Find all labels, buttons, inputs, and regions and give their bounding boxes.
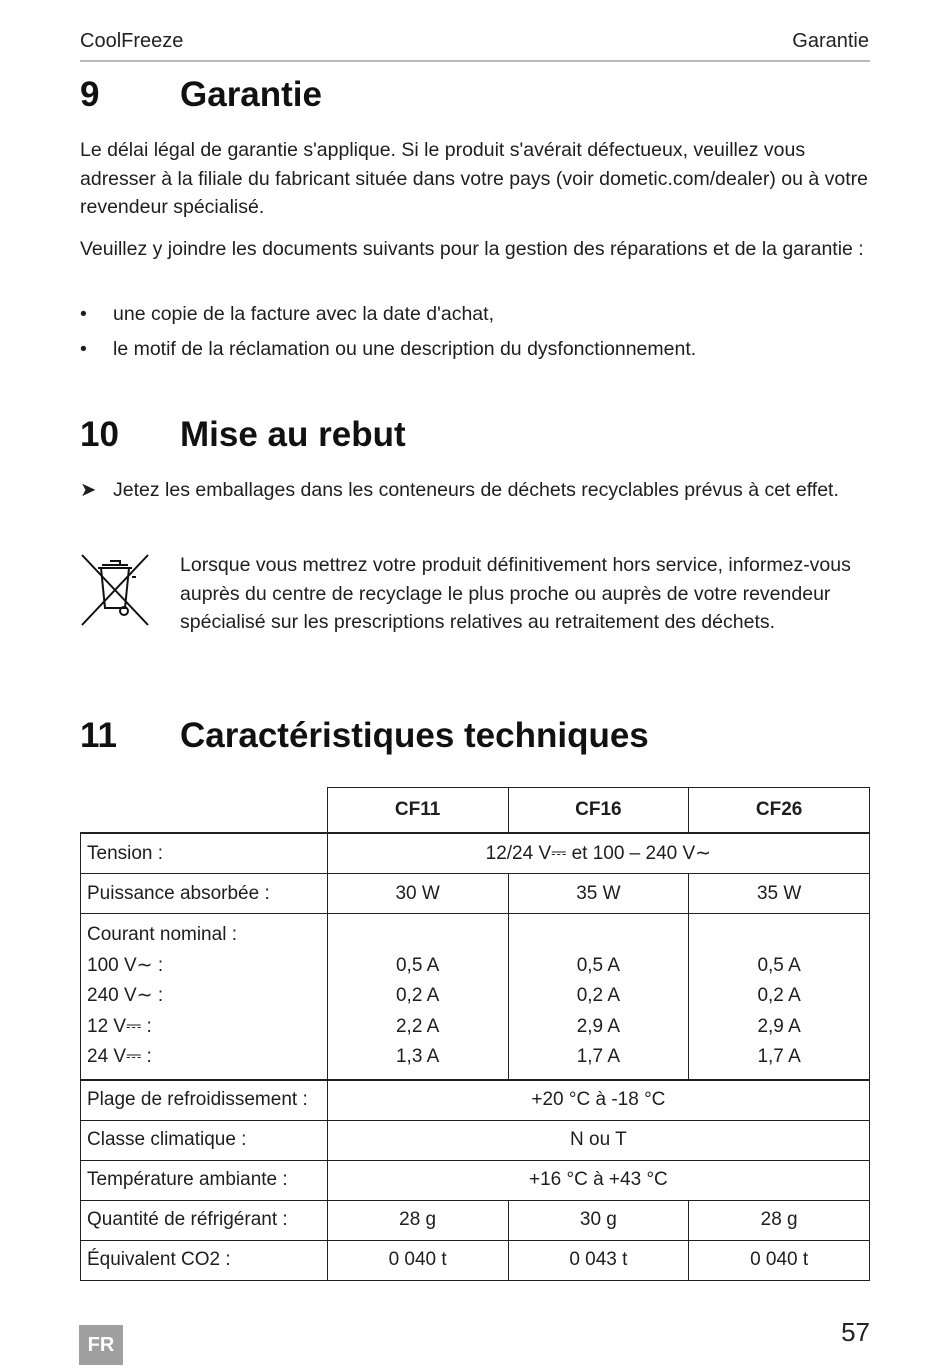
table-cell: 0 040 t (689, 1240, 870, 1280)
row-label: Tension : (81, 833, 328, 874)
row-label-text: Courant nominal : (87, 924, 237, 945)
table-cell: 30 g (508, 1200, 689, 1240)
running-header-section: Garantie (792, 30, 869, 52)
section-title: Mise au rebut (180, 415, 406, 454)
table-cell: 0 043 t (508, 1240, 689, 1280)
table-row (81, 1080, 870, 1121)
cell-value: 2,9 A (576, 1015, 621, 1037)
bullet-text: une copie de la facture avec la date d'achat, (113, 303, 494, 325)
sub-label: 240 V∼ : (87, 985, 164, 1006)
section-number: 11 (80, 716, 117, 755)
table-row (81, 833, 870, 874)
cell-value: 1,7 A (576, 1046, 621, 1067)
cell-value: 2,2 A (395, 1015, 440, 1037)
table-cell: 28 g (689, 1200, 870, 1240)
crossed-out-wheelie-bin-icon (80, 553, 150, 627)
row-label: Plage de refroidissement : (81, 1080, 328, 1121)
table-cell (689, 914, 870, 1080)
cell-value: 1,3 A (395, 1046, 440, 1067)
cell-value: 0,2 A (757, 985, 801, 1006)
table-row (81, 1200, 870, 1240)
section-title: Caractéristiques techniques (180, 716, 649, 755)
bullet-item (80, 335, 696, 363)
cell-value: 1,7 A (757, 1046, 801, 1067)
header-rule (80, 60, 870, 62)
section-number: 9 (80, 75, 100, 114)
table-row (81, 1120, 870, 1160)
column-header: CF26 (689, 788, 870, 834)
table-cell: N ou T (327, 1120, 869, 1160)
table-row (81, 914, 870, 1080)
column-header: CF16 (508, 788, 689, 834)
cell-value: 0,2 A (395, 985, 440, 1006)
table-cell: 30 W (327, 874, 508, 914)
cell-value: 0,5 A (395, 954, 440, 976)
cell-value: 0,5 A (757, 954, 801, 976)
cell-value: 2,9 A (757, 1015, 801, 1037)
instruction-item (80, 476, 860, 505)
row-label: Température ambiante : (81, 1160, 328, 1200)
section-heading-rebut (80, 415, 406, 455)
bullet-icon: • (80, 338, 87, 360)
garantie-paragraph-1: Le délai légal de garantie s'applique. Si le produit s'avérait défectueux, veuillez vous adresser à la filiale du fabricant située dans votre pays (voir dometic.com/dealer) ou à votre revendeur spécialisé. (80, 139, 868, 218)
table-cell (508, 914, 689, 1080)
cell-value: 0,5 A (576, 954, 621, 976)
table-cell: +20 °C à -18 °C (327, 1080, 869, 1121)
row-label: Classe climatique : (81, 1120, 328, 1160)
table-cell: 28 g (327, 1200, 508, 1240)
instruction-text: Jetez les emballages dans les conteneurs de déchets recyclables prévus à cet effet. (113, 479, 839, 501)
table-cell: 35 W (508, 874, 689, 914)
table-row (81, 1160, 870, 1200)
row-label: Quantité de réfrigérant : (81, 1200, 328, 1240)
section-heading-caracteristiques (80, 716, 649, 756)
language-badge: FR (79, 1325, 123, 1365)
bullet-icon: • (80, 303, 87, 325)
arrow-icon: ➤ (80, 479, 97, 501)
garantie-paragraph-2: Veuillez y joindre les documents suivants pour la gestion des réparations et de la garantie : (80, 238, 864, 260)
section-heading-garantie (80, 75, 322, 115)
table-cell: 12/24 V⎓ et 100 – 240 V∼ (327, 833, 869, 874)
table-cell: 0 040 t (327, 1240, 508, 1280)
table-cell: +16 °C à +43 °C (327, 1160, 869, 1200)
running-header-product: CoolFreeze (80, 30, 184, 52)
table-row (81, 874, 870, 914)
page-number: 57 (841, 1317, 870, 1347)
section-title: Garantie (180, 75, 322, 114)
section-number: 10 (80, 415, 119, 454)
table-corner (81, 788, 328, 834)
row-label: Équivalent CO2 : (81, 1240, 328, 1280)
bullet-text: le motif de la réclamation ou une description du dysfonctionnement. (113, 338, 697, 360)
disposal-note: Lorsque vous mettrez votre produit définitivement hors service, informez-vous auprès du centre de recyclage le plus proche ou auprès de votre revendeur spécialisé sur les prescriptions relatives au retraitement des déchets. (180, 554, 851, 633)
sub-label: 100 V∼ : (87, 954, 164, 976)
table-cell (327, 914, 508, 1080)
sub-label: 24 V⎓ : (87, 1046, 152, 1067)
sub-label: 12 V⎓ : (87, 1015, 152, 1037)
table-cell: 35 W (689, 874, 870, 914)
cell-value: 0,2 A (576, 985, 621, 1006)
row-label (81, 914, 328, 1080)
table-row (81, 1240, 870, 1280)
column-header: CF11 (327, 788, 508, 834)
row-label: Puissance absorbée : (81, 874, 328, 914)
specifications-table (80, 787, 870, 1281)
table-header-row (81, 788, 870, 834)
bullet-item (80, 300, 494, 328)
